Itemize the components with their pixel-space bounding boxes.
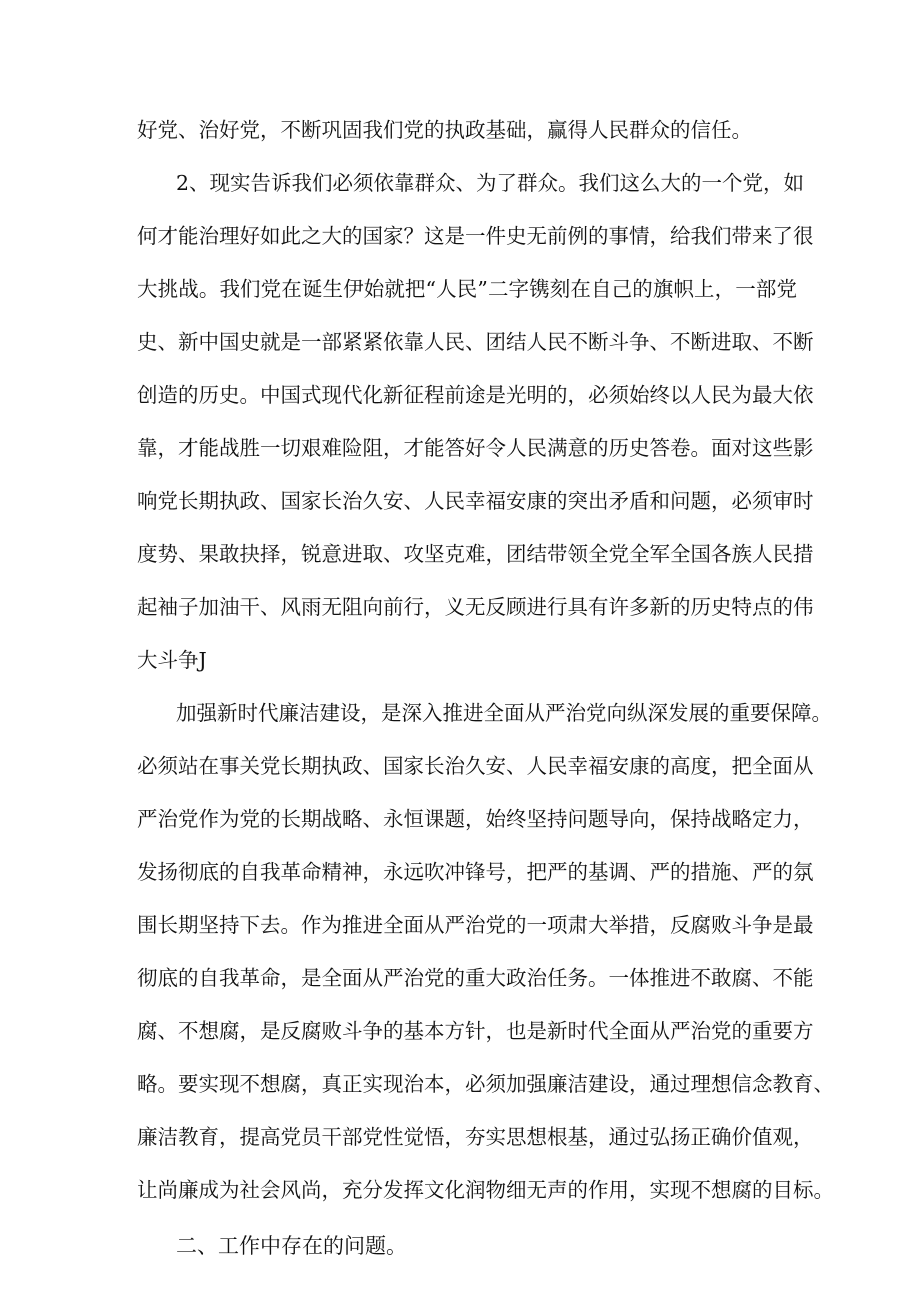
paragraph-line: 廉洁教育，提高党员干部党性觉悟，夯实思想根基，通过弘扬正确价值观，	[137, 1125, 814, 1149]
paragraph-line: 彻底的自我革命，是全面从严治党的重大政治任务。一体推进不敢腐、不能	[137, 966, 814, 990]
paragraph-line: 严治党作为党的长期战略、永恒课题，始终坚持问题导向，保持战略定力，	[137, 807, 814, 831]
paragraph-line: 好党、治好党，不断巩固我们党的执政基础，赢得人民群众的信任。	[137, 118, 752, 142]
paragraph-line: 略。要实现不想腐，真正实现治本，必须加强廉洁建设，通过理想信念教育、	[137, 1072, 834, 1096]
paragraph-line: 腐、不想腐，是反腐败斗争的基本方针，也是新时代全面从严治党的重要方	[137, 1019, 814, 1043]
paragraph-line: 靠，才能战胜一切艰难险阻，才能答好令人民满意的历史答卷。面对这些影	[137, 436, 814, 460]
paragraph-line: 何才能治理好如此之大的国家？这是一件史无前例的事情，给我们带来了很	[137, 224, 814, 248]
paragraph-line: 起袖子加油干、风雨无阻向前行，义无反顾进行具有许多新的历史特点的伟	[137, 595, 814, 619]
paragraph-line: 度势、果敢抉择，锐意进取、攻坚克难，团结带领全党全军全国各族人民措	[137, 542, 814, 566]
paragraph-line: 2、现实告诉我们必须依靠群众、为了群众。我们这么大的一个党，如	[176, 171, 805, 195]
paragraph-line: 创造的历史。中国式现代化新征程前途是光明的，必须始终以人民为最大依	[137, 383, 814, 407]
paragraph-line: 大挑战。我们党在诞生伊始就把“人民”二字镌刻在自己的旗帜上，一部党	[137, 277, 797, 301]
section-heading: 二、工作中存在的问题。	[176, 1234, 407, 1258]
paragraph-line: 大斗争J	[137, 648, 207, 672]
paragraph-line: 必须站在事关党长期执政、国家长治久安、人民幸福安康的高度，把全面从	[137, 754, 814, 778]
paragraph-line: 让尚廉成为社会风尚，充分发挥文化润物细无声的作用，实现不想腐的目标。	[137, 1178, 834, 1202]
paragraph-line: 响党长期执政、国家长治久安、人民幸福安康的突出矛盾和问题，必须审时	[137, 489, 814, 513]
paragraph-line: 史、新中国史就是一部紧紧依靠人民、团结人民不断斗争、不断进取、不断	[137, 330, 814, 354]
paragraph-line: 发扬彻底的自我革命精神，永远吹冲锋号，把严的基调、严的措施、严的氛	[137, 860, 814, 884]
paragraph-line: 围长期坚持下去。作为推进全面从严治党的一项肃大举措，反腐败斗争是最	[137, 913, 814, 937]
paragraph-line: 加强新时代廉洁建设，是深入推进全面从严治党向纵深发展的重要保障。	[176, 701, 832, 725]
